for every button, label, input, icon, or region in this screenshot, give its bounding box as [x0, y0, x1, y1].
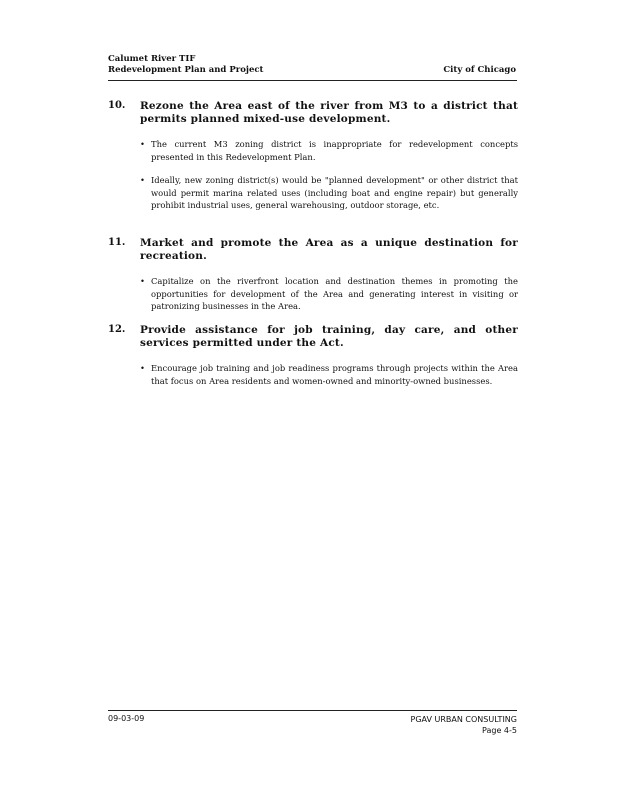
bullet-text: Encourage job training and job readiness programs through projects within the Area that focus on Area residents and women-owned and minority-owned businesses.: [151, 363, 518, 386]
header-project-name: Calumet River TIF: [108, 54, 196, 64]
footer-rule: [108, 710, 517, 711]
footer-company: PGAV URBAN CONSULTING: [410, 715, 517, 724]
bullet-icon: •: [140, 276, 145, 286]
header-document-name: Redevelopment Plan and Project: [108, 65, 264, 75]
page-footer: [411, 714, 518, 736]
bullet-list: [108, 362, 518, 387]
bullet-icon: •: [140, 363, 145, 373]
objective-item-10: [108, 100, 518, 223]
page-header: [108, 54, 516, 76]
item-title: Rezone the Area east of the river from M3 to a district that permits planned mixed-use development.: [140, 100, 518, 125]
bullet-item: [140, 362, 518, 387]
bullet-item: [140, 275, 518, 313]
bullet-item: [140, 174, 518, 212]
item-number: 11.: [108, 237, 126, 248]
item-title: Provide assistance for job training, day care, and other services permitted under the Act.: [140, 324, 518, 349]
header-city: City of Chicago: [443, 65, 516, 75]
objective-item-12: [108, 324, 518, 398]
bullet-list: [108, 275, 518, 313]
bullet-list: [108, 138, 518, 212]
footer-page-number: Page 4-5: [482, 726, 517, 735]
objective-item-11: [108, 237, 518, 324]
item-number: 12.: [108, 324, 126, 335]
bullet-text: Ideally, new zoning district(s) would be "planned development" or other district that would permit marina related uses (including boat and engine repair) but generally prohibit industrial uses, general warehousing, outdoor storage, etc.: [151, 175, 518, 210]
bullet-text: Capitalize on the riverfront location and destination themes in promoting the opportunities for development of the Area and generating interest in visiting or patronizing businesses in the Area.: [151, 276, 518, 311]
bullet-text: The current M3 zoning district is inappropriate for redevelopment concepts presented in this Redevelopment Plan.: [151, 139, 518, 162]
bullet-icon: •: [140, 175, 145, 185]
header-rule: [108, 80, 517, 81]
item-number: 10.: [108, 100, 126, 111]
footer-date: 09-03-09: [108, 714, 145, 723]
bullet-item: [140, 138, 518, 163]
item-title: Market and promote the Area as a unique destination for recreation.: [140, 237, 518, 262]
bullet-icon: •: [140, 139, 145, 149]
